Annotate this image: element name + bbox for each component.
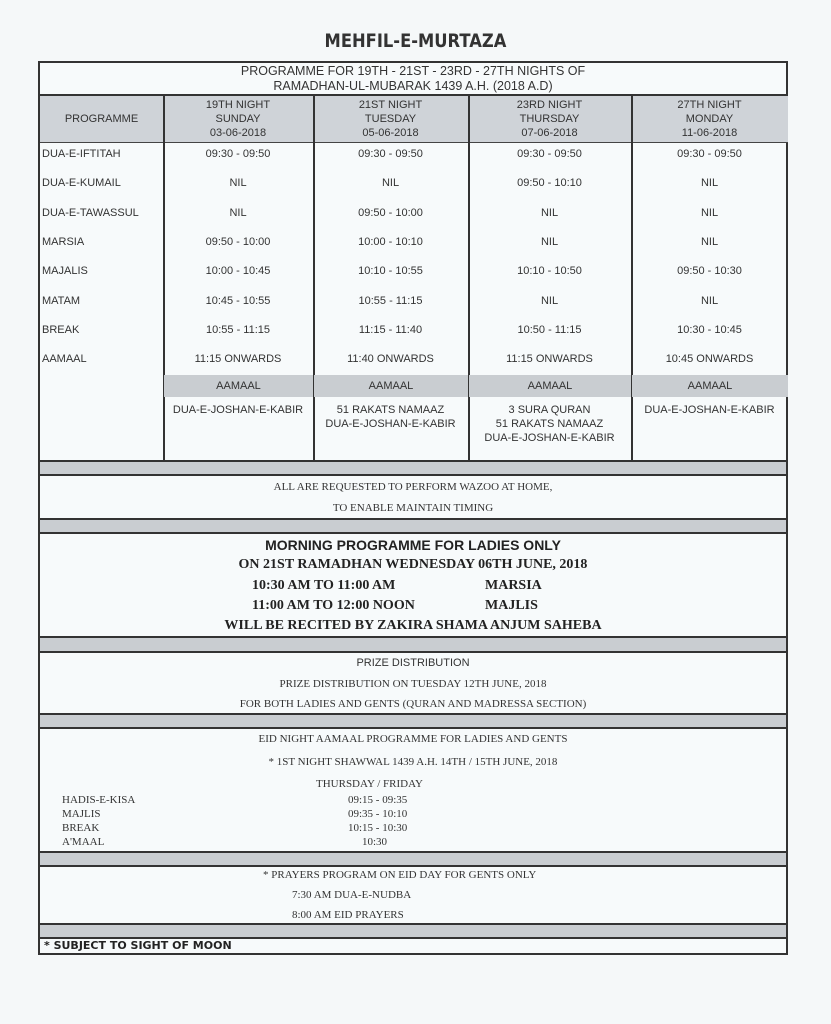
cell-value: 09:30 - 09:50 xyxy=(358,148,423,160)
aamaal-header: AAMAAL xyxy=(164,375,313,397)
cell-value: 09:50 - 10:00 xyxy=(358,207,423,219)
separator-bar xyxy=(40,923,786,939)
row-label: MARSIA xyxy=(42,236,85,248)
separator-bar xyxy=(40,460,786,476)
row-label: MAJALIS xyxy=(42,265,88,277)
cell-value: 09:50 - 10:30 xyxy=(677,265,742,277)
aamaal-item: 3 SURA QURAN xyxy=(508,404,591,416)
night-label: 19TH NIGHT xyxy=(205,99,271,111)
cell-value: 10:55 - 11:15 xyxy=(205,324,270,336)
cell-value: NIL xyxy=(700,236,719,248)
aamaal-detail-27th xyxy=(631,403,788,417)
aamaal-detail-23rd xyxy=(468,403,631,445)
eid-row-time: 09:15 - 09:35 xyxy=(348,794,408,806)
cell-value: 10:00 - 10:10 xyxy=(358,236,423,248)
aamaal-item: DUA-E-JOSHAN-E-KABIR xyxy=(644,404,775,416)
day-label: TUESDAY xyxy=(364,113,417,125)
day-label: MONDAY xyxy=(685,113,734,125)
programme-header xyxy=(40,63,786,96)
aamaal-item: DUA-E-JOSHAN-E-KABIR xyxy=(172,404,304,416)
cell-value: NIL xyxy=(700,207,719,219)
cell-value: NIL xyxy=(700,177,719,189)
aamaal-detail-19th xyxy=(163,403,313,417)
cell-value: 09:30 - 09:50 xyxy=(517,148,582,160)
row-label: MATAM xyxy=(42,295,81,307)
morning-item-time: 11:00 AM TO 12:00 NOON xyxy=(252,598,415,613)
row-label: BREAK xyxy=(42,324,80,336)
eid-row-time: 10:15 - 10:30 xyxy=(348,822,408,834)
cell-value: 09:30 - 09:50 xyxy=(677,148,742,160)
eid-row-time: 10:30 xyxy=(362,836,388,848)
separator-bar xyxy=(40,636,786,653)
eid-night-day-header: THURSDAY / FRIDAY xyxy=(316,778,423,790)
cell-value: 11:40 ONWARDS xyxy=(347,353,434,365)
cell-value: 10:55 - 11:15 xyxy=(358,295,423,307)
cell-value: 11:15 - 11:40 xyxy=(358,324,423,336)
aamaal-header: AAMAAL xyxy=(469,375,631,397)
morning-programme-heading: MORNING PROGRAMME FOR LADIES ONLY xyxy=(265,537,561,553)
cell-value: NIL xyxy=(540,236,559,248)
date-label: 03-06-2018 xyxy=(209,127,267,139)
eid-day-heading: * PRAYERS PROGRAM ON EID DAY FOR GENTS ONLY xyxy=(263,869,537,881)
day-label: THURSDAY xyxy=(519,113,580,125)
cell-value: 09:50 - 10:10 xyxy=(517,177,582,189)
row-label: DUA-E-IFTITAH xyxy=(42,148,121,160)
col-header-27th xyxy=(631,96,788,143)
eid-day-line1: 7:30 AM DUA-E-NUDBA xyxy=(292,889,412,901)
page-title: MEHFIL-E-MURTAZA xyxy=(324,30,507,52)
eid-night-subheading: * 1ST NIGHT SHAWWAL 1439 A.H. 14TH / 15TH JUNE, 2018 xyxy=(268,756,558,768)
date-label: 05-06-2018 xyxy=(362,127,419,139)
aamaal-detail-21st xyxy=(313,403,468,431)
separator-bar xyxy=(40,851,786,867)
morning-item-time: 10:30 AM TO 11:00 AM xyxy=(252,578,396,593)
date-label: 11-06-2018 xyxy=(681,127,738,139)
eid-row-time: 09:35 - 10:10 xyxy=(348,808,408,820)
cell-value: 10:00 - 10:45 xyxy=(205,265,271,277)
cell-value: 09:50 - 10:00 xyxy=(205,236,271,248)
cell-value: 09:30 - 09:50 xyxy=(205,148,271,160)
morning-programme-date: ON 21ST RAMADHAN WEDNESDAY 06TH JUNE, 2018 xyxy=(238,557,588,572)
night-label: 21ST NIGHT xyxy=(358,99,423,111)
programme-document xyxy=(38,61,788,955)
cell-value: 11:15 ONWARDS xyxy=(506,353,593,365)
cell-value: NIL xyxy=(540,295,559,307)
wazoo-notice-line1: ALL ARE REQUESTED TO PERFORM WAZOO AT HOME, xyxy=(273,481,553,493)
cell-value: NIL xyxy=(700,295,719,307)
eid-row-label: MAJLIS xyxy=(62,808,101,820)
eid-row-label: A'MAAL xyxy=(62,836,105,848)
aamaal-item: DUA-E-JOSHAN-E-KABIR xyxy=(484,432,615,444)
aamaal-item: DUA-E-JOSHAN-E-KABIR xyxy=(325,418,456,430)
cell-value: 11:15 ONWARDS xyxy=(194,353,282,365)
cell-value: NIL xyxy=(229,177,247,189)
col-header-programme xyxy=(40,96,163,143)
prize-distribution-heading: PRIZE DISTRIBUTION xyxy=(356,657,470,669)
cell-value: NIL xyxy=(381,177,400,189)
col-header-23rd xyxy=(468,96,631,143)
programme-header-line1: PROGRAMME FOR 19TH - 21ST - 23RD - 27TH NIGHTS OF xyxy=(240,64,586,78)
cell-value: 10:45 - 10:55 xyxy=(205,295,271,307)
cell-value: 10:10 - 10:50 xyxy=(517,265,582,277)
morning-programme-reciter: WILL BE RECITED BY ZAKIRA SHAMA ANJUM SAHEBA xyxy=(224,618,602,633)
cell-value: 10:45 ONWARDS xyxy=(665,353,754,365)
aamaal-item: 51 RAKATS NAMAAZ xyxy=(336,404,445,416)
prize-distribution-line2: FOR BOTH LADIES AND GENTS (QURAN AND MADRESSA SECTION) xyxy=(239,698,587,710)
cell-value: 10:30 - 10:45 xyxy=(677,324,742,336)
aamaal-header: AAMAAL xyxy=(632,375,788,397)
eid-row-label: BREAK xyxy=(62,822,100,834)
footnote: * SUBJECT TO SIGHT OF MOON xyxy=(44,939,232,952)
wazoo-notice-line2: TO ENABLE MAINTAIN TIMING xyxy=(332,502,494,514)
eid-day-line2: 8:00 AM EID PRAYERS xyxy=(292,909,404,921)
col-header-21st xyxy=(313,96,468,143)
aamaal-header: AAMAAL xyxy=(314,375,468,397)
night-label: 23RD NIGHT xyxy=(516,99,583,111)
prize-distribution-line1: PRIZE DISTRIBUTION ON TUESDAY 12TH JUNE, 2018 xyxy=(279,678,547,690)
row-label: DUA-E-TAWASSUL xyxy=(42,207,139,219)
eid-night-heading: EID NIGHT AAMAAL PROGRAMME FOR LADIES AND GENTS xyxy=(258,733,568,745)
separator-bar xyxy=(40,518,786,534)
row-label: DUA-E-KUMAIL xyxy=(42,177,121,189)
morning-item-event: MARSIA xyxy=(485,578,542,593)
date-label: 07-06-2018 xyxy=(521,127,578,139)
col-header-19th xyxy=(163,96,313,143)
morning-item-event: MAJLIS xyxy=(485,598,538,613)
cell-value: 10:50 - 11:15 xyxy=(517,324,582,336)
cell-value: NIL xyxy=(229,207,247,219)
night-label: 27TH NIGHT xyxy=(677,99,742,111)
separator-bar xyxy=(40,713,786,729)
row-label: AAMAAL xyxy=(42,353,87,365)
col-header-programme-label: PROGRAMME xyxy=(64,113,139,125)
programme-header-line2: RAMADHAN-UL-MUBARAK 1439 A.H. (2018 A.D) xyxy=(273,79,553,93)
cell-value: NIL xyxy=(540,207,559,219)
day-label: SUNDAY xyxy=(215,113,261,125)
cell-value: 10:10 - 10:55 xyxy=(358,265,423,277)
aamaal-item: 51 RAKATS NAMAAZ xyxy=(495,418,604,430)
eid-row-label: HADIS-E-KISA xyxy=(62,794,136,806)
